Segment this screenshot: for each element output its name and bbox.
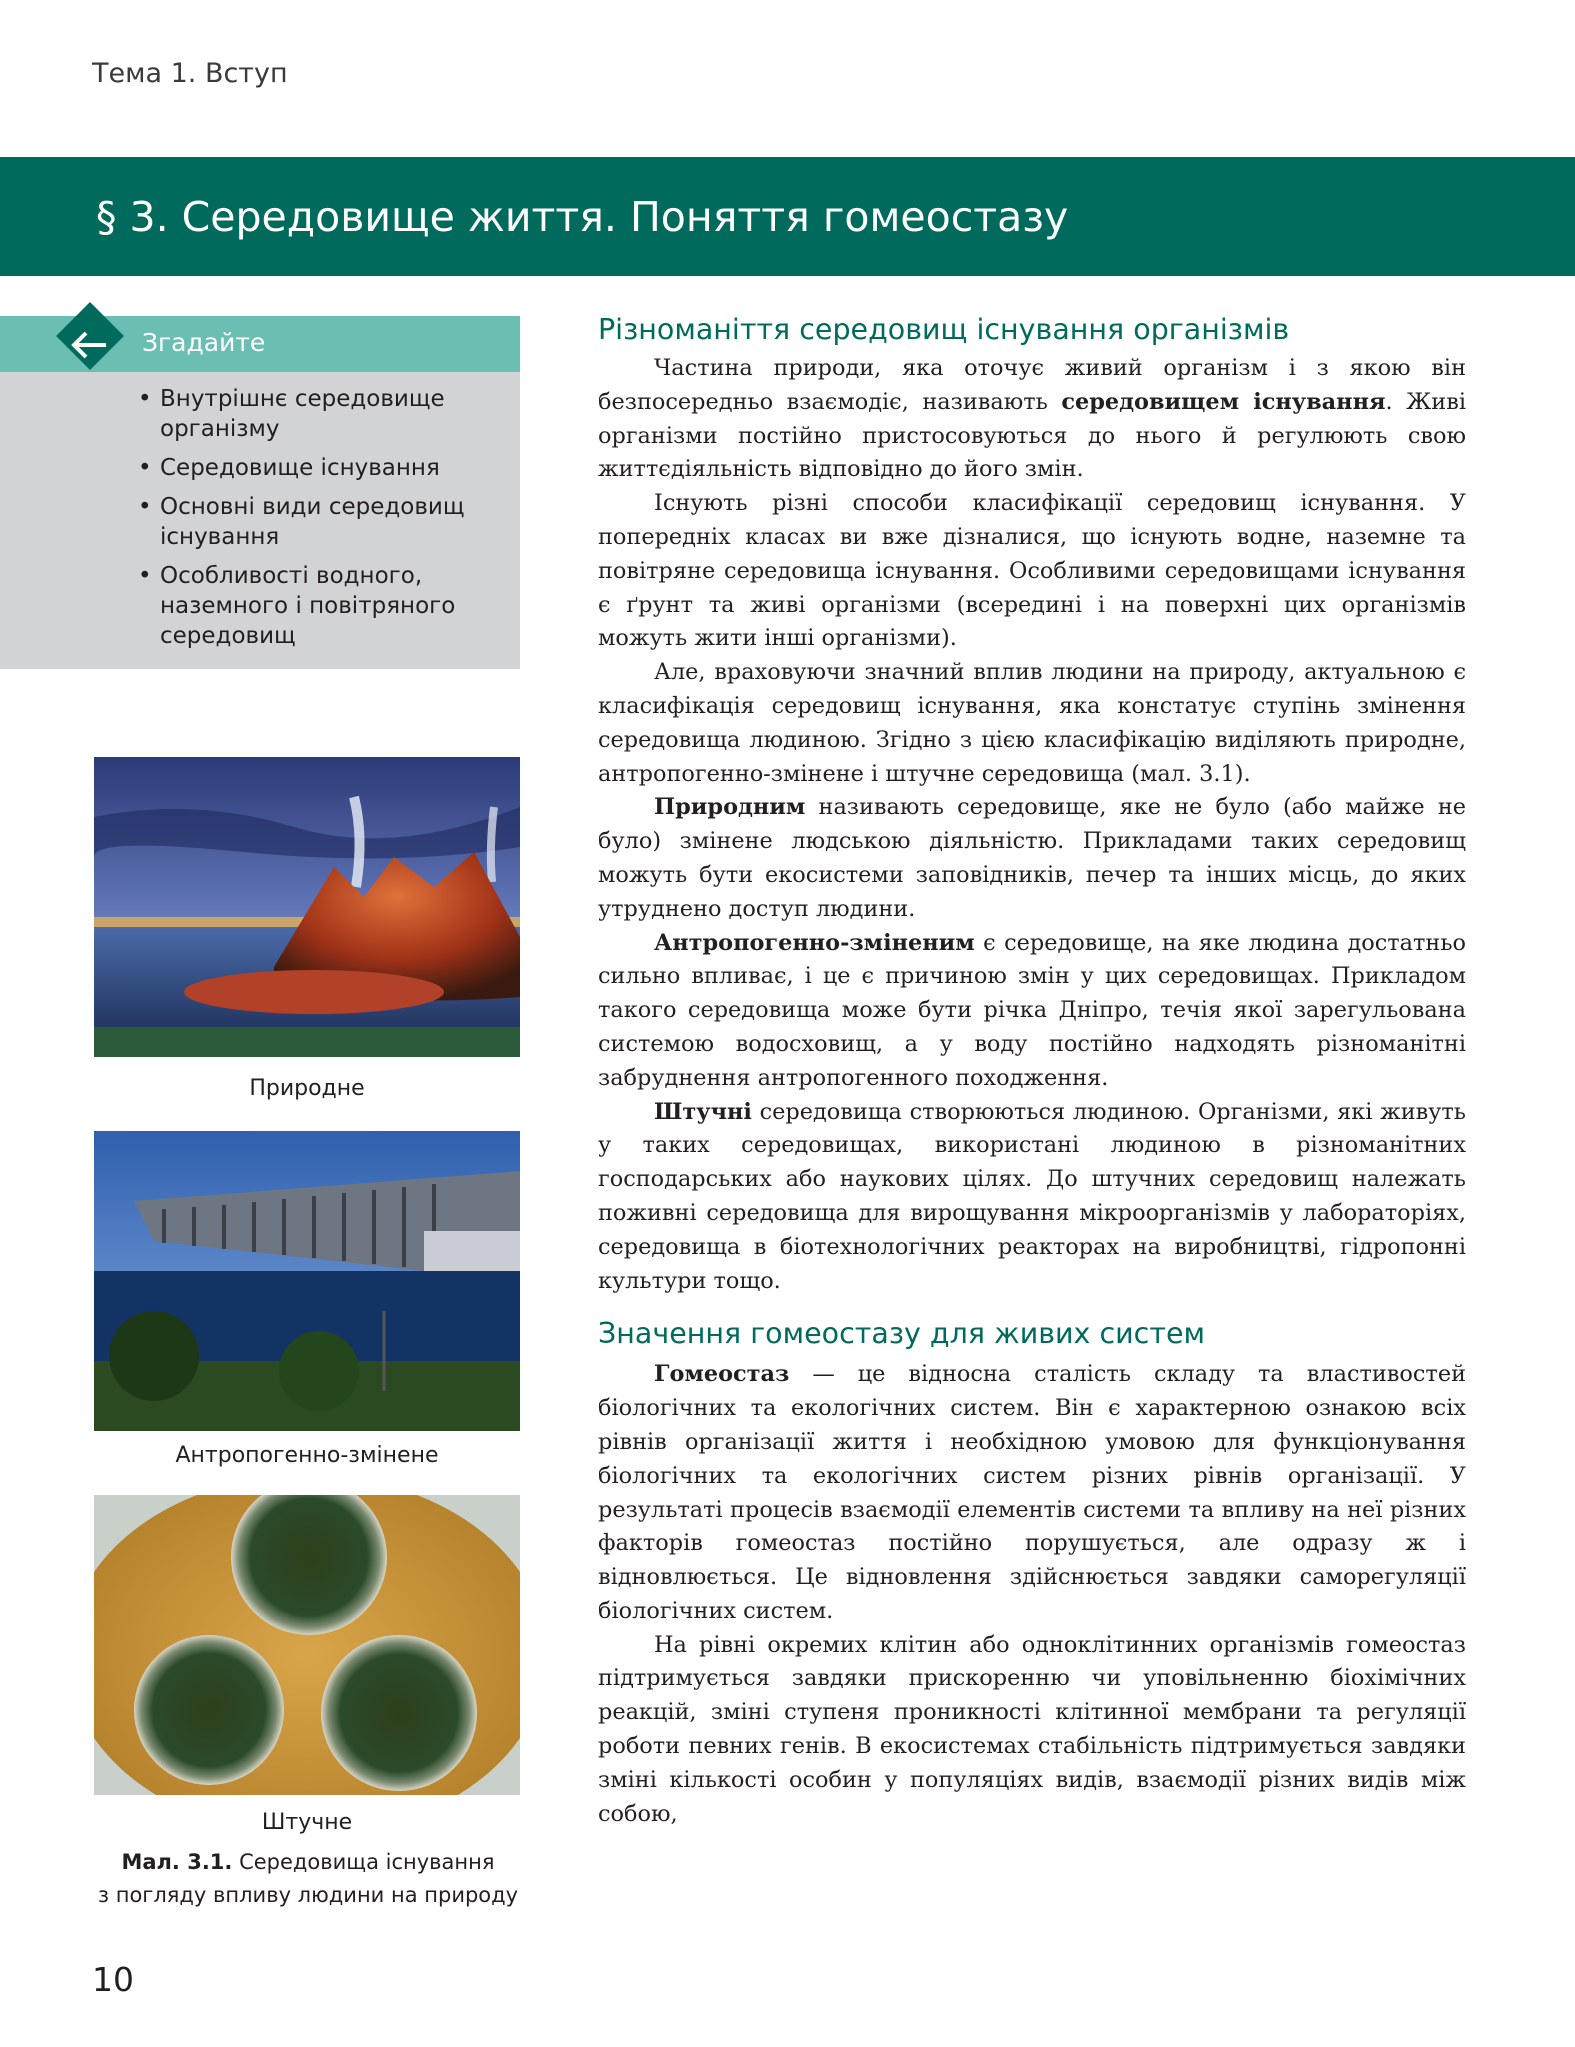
photo-caption: Природне xyxy=(249,1076,365,1101)
natural-environment-photo xyxy=(94,757,520,1057)
list-item: • Особливості водного, наземного і повітряного середовищ xyxy=(138,561,498,651)
topic-label: Тема 1. Вступ xyxy=(92,58,288,89)
figure-caption xyxy=(88,1846,528,1912)
list-item: • Середовище існування xyxy=(138,453,498,483)
paragraph: Природним називають середовище, яке не було (або майже не було) змінене людською діяльністю. Прикладами таких середовищ можуть бути екосистеми заповідників, печер та інших місць, до яких утруднено доступ людини. xyxy=(598,794,1466,922)
section-banner xyxy=(0,157,1575,276)
section-heading: Різноманіття середовищ існування організмів xyxy=(598,313,1290,346)
list-item: • Внутрішнє середовище організму xyxy=(138,384,498,444)
page-number: 10 xyxy=(92,1960,134,1999)
paragraph: Частина природи, яка оточує живий організм і з якою він безпосередньо взаємодіє, називають середовищем існування. Живі організми постійно пристосовуються до нього й регулюють свою життєдіяльність відповідно до його змін. xyxy=(598,355,1466,483)
photo-caption: Штучне xyxy=(261,1810,353,1835)
paragraph: Штучні середовища створюються людиною. Організми, які живуть у таких середовищах, використані людиною в різноманітних господарських або наукових цілях. До штучних середовищ належать поживні середовища для вирощування мікроорганізмів у лабораторіях, середовища в біотехнологічних реакторах на виробництві, гідропонні культури тощо. xyxy=(598,1098,1466,1294)
recall-list xyxy=(138,384,498,660)
list-item: • Основні види середовищ існування xyxy=(138,492,498,552)
photo-caption: Антропогенно-змінене xyxy=(175,1443,439,1468)
paragraph: Існують різні способи класифікації середовищ існування. У попередніх класах ви вже дізналися, що існують водне, наземне та повітряне середовища існування. Особливими середовищами існування є ґрунт та живі організми (всередині і на поверхні цих організмів можуть жити інші організми). xyxy=(598,490,1466,652)
figure-label: Мал. 3.1. xyxy=(121,1850,233,1874)
paragraph: Але, враховуючи значний вплив людини на природу, актуальною є класифікація середовищ існування, яка констатує ступінь змінення середовища людиною. Згідно з цією класифікацію виділяють природне, антропогенно-змінене і штучне середовища (мал. 3.1). xyxy=(598,659,1466,787)
figure-text: Середовища існування xyxy=(239,1850,495,1874)
page-title: § 3. Середовище життя. Поняття гомеостазу xyxy=(96,193,1069,241)
figure-text: з погляду впливу людини на природу xyxy=(97,1883,519,1907)
main-text-column xyxy=(598,310,1466,1831)
anthropogenic-environment-photo xyxy=(94,1131,520,1431)
arrow-left-icon xyxy=(62,320,118,370)
recall-title: Згадайте xyxy=(142,328,266,357)
paragraph: На рівні окремих клітин або одноклітинних організмів гомеостаз підтримується завдяки прискоренню чи уповільненню біохімічних реакцій, зміні ступеня проникності клітинної мембрани та регуляції роботи певних генів. В екосистемах стабільність підтримується завдяки зміні кількості особин у популяціях видів, взаємодії різних видів між собою, xyxy=(598,1631,1466,1827)
section-heading: Значення гомеостазу для живих систем xyxy=(598,1317,1205,1351)
paragraph: Антропогенно-зміненим є середовище, на яке людина достатньо сильно впливає, і це є причиною змін у цих середовищах. Прикладом такого середовища може бути річка Дніпро, течія якої зарегульована системою водосховищ, а у воду постійно надходять різноманітні забруднення антропогенного походження. xyxy=(598,929,1466,1091)
paragraph: Гомеостаз — це відносна сталість складу та властивостей біологічних та екологічних систем. Він є характерною ознакою всіх рівнів організації життя і необхідною умовою для функціонування біологічних та екологічних систем різних рівнів організації. У результаті процесів взаємодії елементів системи та впливу на неї різних факторів гомеостаз постійно порушується, але одразу ж і відновлюється. Це відновлення здійснюється завдяки саморегуляції біологічних систем. xyxy=(598,1361,1466,1624)
artificial-environment-photo xyxy=(94,1495,520,1795)
